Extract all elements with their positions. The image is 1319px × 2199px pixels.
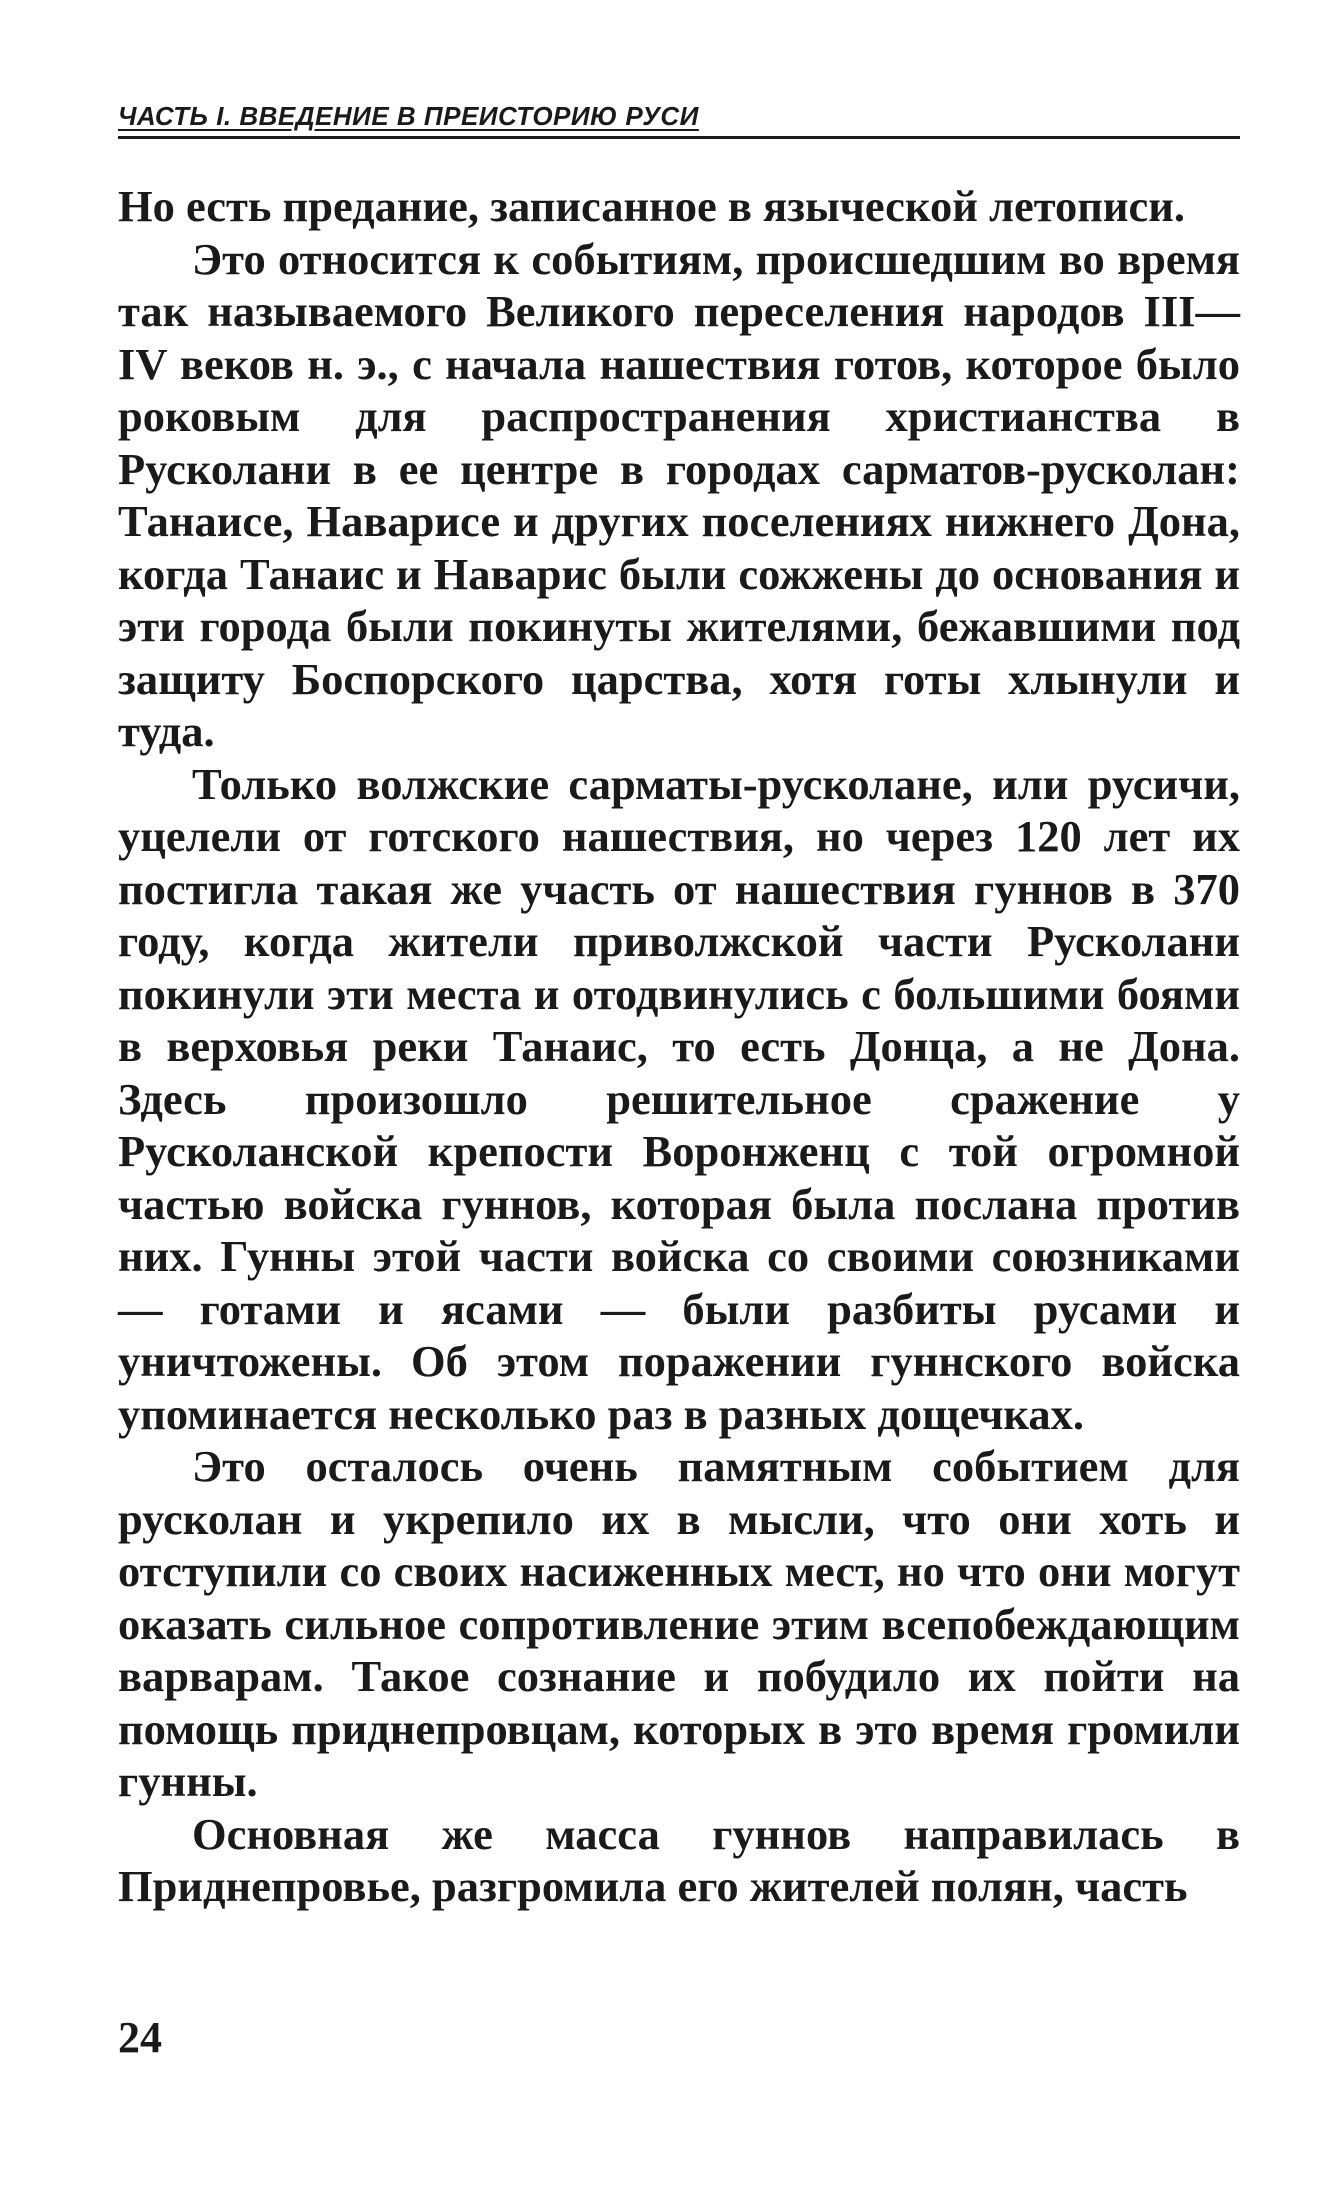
paragraph: Только волжские сарматы-русколане, или русичи, уцелели от готского нашествия, но через 120 лет их постигла такая же участь от нашествия гуннов в 370 году, когда жители приволжской части Русколани покинули эти места и отодвинулись с большими боями в верховья реки Танаис, то есть Донца, а не Дона. Здесь произошло решительное сражение у Русколанской крепости Воронженц с той огромной частью войска гуннов, которая была послана против них. Гунны этой части войска со своими союзниками — готами и ясами — были разбиты русами и уничтожены. Об этом поражении гуннского войска упоминается несколько раз в разных дощечках. bbox=[118, 758, 1240, 1439]
running-header-title: ЧАСТЬ I. ВВЕДЕНИЕ В ПРЕИСТОРИЮ РУСИ bbox=[118, 101, 699, 131]
paragraph: Но есть предание, записанное в языческой летописи. bbox=[118, 181, 1186, 231]
running-header bbox=[118, 96, 1240, 139]
body-text bbox=[118, 180, 1240, 1913]
paragraph: Основная же масса гуннов направилась в Приднепровье, разгромила его жителей полян, часть bbox=[118, 1808, 1240, 1911]
paragraph: Это относится к событиям, происшедшим во время так называемого Великого переселения народов III—IV веков н. э., с начала нашествия готов, которое было роковым для распространения христианства в Русколани в ее центре в городах сарматов-русколан: Танаисе, Наварисе и других поселениях нижнего Дона, когда Танаис и Наварис были сожжены до основания и эти города были покинуты жителями, бежавшими под защиту Боспорского царства, хотя готы хлынули и туда. bbox=[118, 233, 1240, 756]
paragraph: Это осталось очень памятным событием для русколан и укрепило их в мысли, что они хоть и отступили со своих насиженных мест, но что они могут оказать сильное сопротивление этим всепобеждающим варварам. Такое сознание и побудило их пойти на помощь приднепровцам, которых в это время громили гунны. bbox=[118, 1441, 1240, 1806]
page-number: 24 bbox=[118, 2013, 162, 2062]
